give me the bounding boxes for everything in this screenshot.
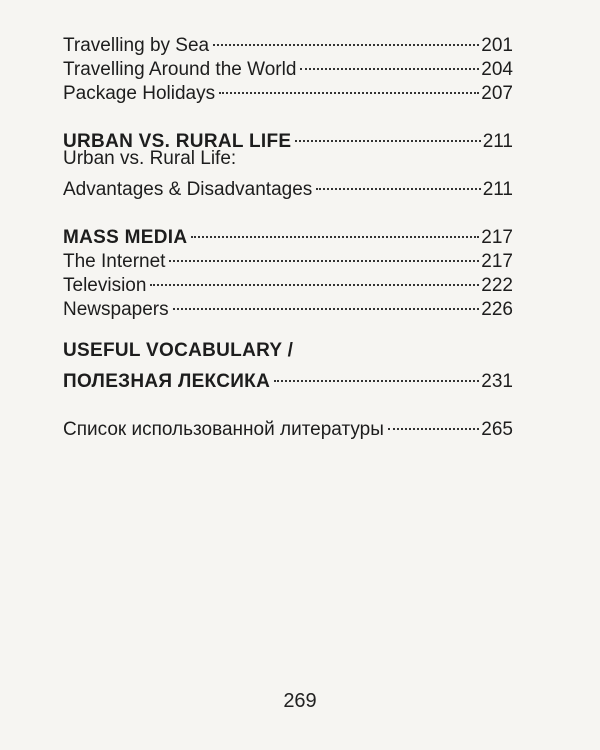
toc-heading-page: 211 [482,131,513,152]
toc-entry-title: Travelling Around the World [63,59,297,80]
toc-entry-page: 211 [482,179,513,200]
toc-entry-title: Список использованной литературы [63,419,384,440]
dot-leader [219,75,479,99]
toc-entry-travelling-by-sea[interactable] [63,27,513,56]
toc-entry-title: Newspapers [63,299,169,320]
toc-entry-title: Television [63,275,147,296]
dot-leader [213,27,479,51]
toc-entry-page: 207 [481,83,513,104]
toc-entry-title: The Internet [63,251,166,272]
dot-leader [150,267,479,291]
toc-heading-page: 231 [481,371,513,392]
dot-leader [388,411,479,435]
toc-entry-page: 265 [481,419,513,440]
table-of-contents [63,27,513,440]
toc-entry-page: 201 [481,35,513,56]
toc-entry-page: 217 [481,251,513,272]
dot-leader [169,243,479,267]
toc-entry-page: 226 [481,299,513,320]
toc-heading-urban-vs-rural-life[interactable] [63,123,513,152]
dot-leader [316,171,480,195]
toc-heading-title: MASS MEDIA [63,227,188,248]
toc-entry-advantages-disadvantages[interactable] [63,171,513,200]
toc-entry-bibliography[interactable] [63,411,513,440]
toc-entry-title: Advantages & Disadvantages [63,179,313,200]
toc-heading-mass-media[interactable] [63,219,513,248]
toc-entry-title: Travelling by Sea [63,35,210,56]
toc-heading-page: 217 [481,227,513,248]
toc-heading-useful-vocabulary[interactable] [63,363,513,392]
page-number: 269 [283,690,317,712]
dot-leader [191,219,479,243]
toc-entry-page: 204 [481,59,513,80]
dot-leader [300,51,479,75]
toc-heading-title: URBAN VS. RURAL LIFE [63,131,292,152]
dot-leader [173,291,480,315]
toc-entry-page: 222 [481,275,513,296]
toc-entry-title: Package Holidays [63,83,216,104]
toc-heading-title: ПОЛЕЗНАЯ ЛЕКСИКА [63,371,271,392]
toc-entry-title-line1: Urban vs. Rural Life: [63,148,237,169]
toc-heading-title-line1: USEFUL VOCABULARY / [63,340,294,361]
dot-leader [295,123,480,147]
dot-leader [274,363,479,387]
